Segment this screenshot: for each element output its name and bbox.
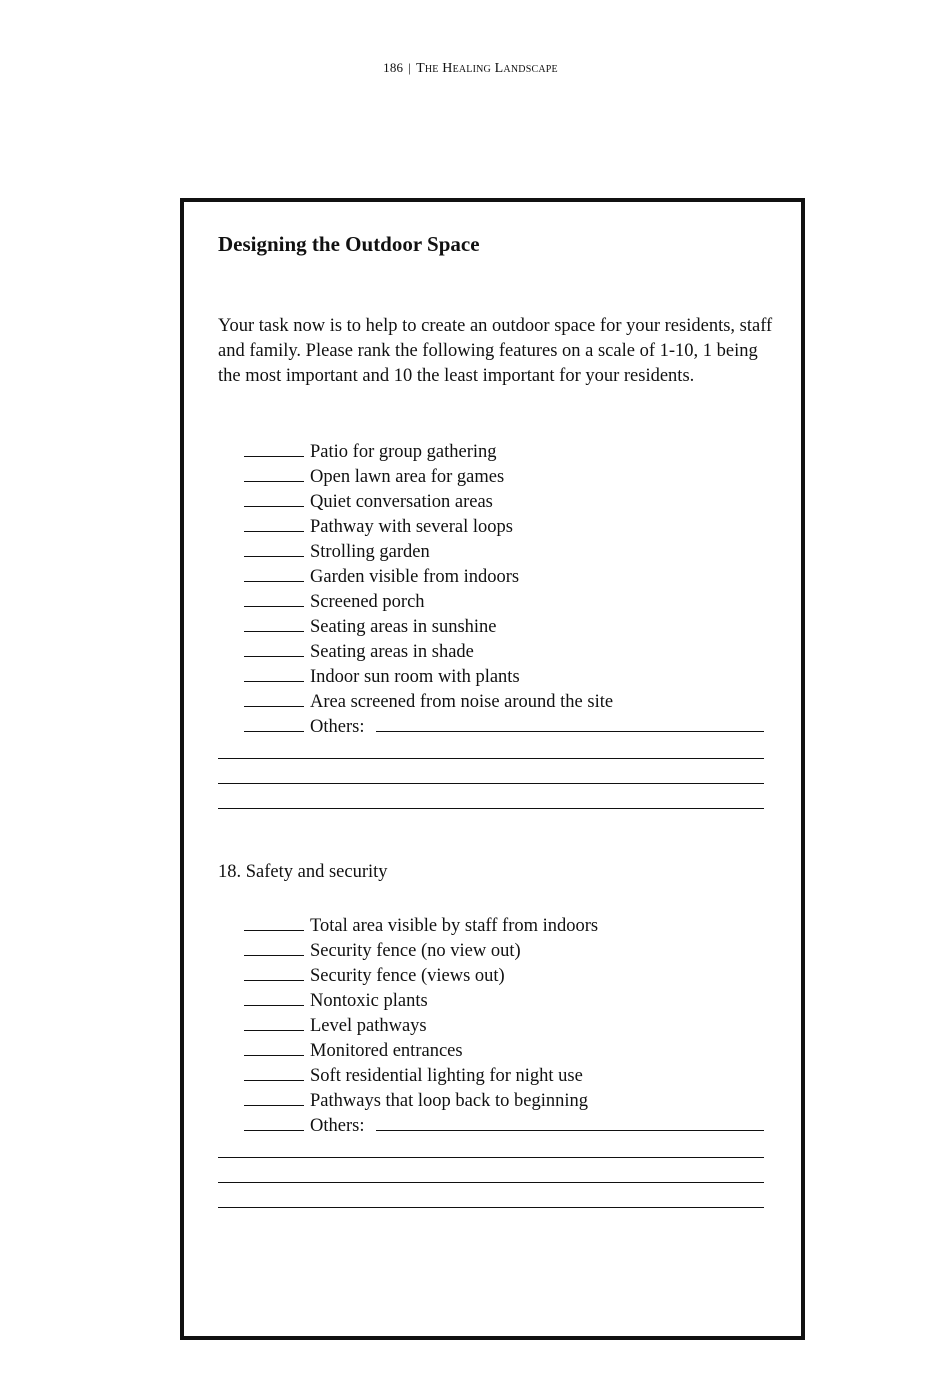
others-write-line[interactable] [376, 714, 764, 732]
safety-label: Monitored entrances [310, 1041, 463, 1061]
write-in-line[interactable] [218, 758, 764, 759]
safety-label: Total area visible by staff from indoors [310, 916, 599, 936]
rank-blank[interactable] [244, 1063, 304, 1081]
others-write-line[interactable] [376, 1113, 764, 1131]
feature-label: Screened porch [310, 592, 425, 612]
feature-label: Quiet conversation areas [310, 492, 493, 512]
feature-label: Indoor sun room with plants [310, 667, 520, 687]
worksheet-intro: Your task now is to help to create an outdoor space for your residents, staff and family. Please rank the following features on a scale of 1-10, 1 being the most important and 10 the least important for your residents. [218, 316, 773, 386]
running-head [0, 60, 941, 77]
list-item [244, 564, 764, 589]
list-item [244, 489, 764, 514]
feature-label: Area screened from noise around the site [310, 692, 614, 712]
feature-label: Patio for group gathering [310, 442, 497, 462]
rank-blank[interactable] [244, 489, 304, 507]
rank-blank[interactable] [244, 664, 304, 682]
rank-blank[interactable] [244, 589, 304, 607]
list-item [244, 1013, 764, 1038]
feature-list [244, 439, 764, 739]
write-in-line[interactable] [218, 1157, 764, 1158]
rank-blank[interactable] [244, 1013, 304, 1031]
rank-blank[interactable] [244, 714, 304, 732]
book-title: The Healing Landscape [416, 61, 558, 76]
list-item-others [244, 714, 764, 739]
list-item [244, 464, 764, 489]
list-item [244, 988, 764, 1013]
list-item [244, 1063, 764, 1088]
worksheet-heading: Designing the Outdoor Space [218, 232, 480, 256]
rank-blank[interactable] [244, 639, 304, 657]
list-item [244, 539, 764, 564]
rank-blank[interactable] [244, 539, 304, 557]
others-label: Others: [310, 717, 365, 737]
rank-blank[interactable] [244, 439, 304, 457]
worksheet-box [180, 198, 805, 1340]
safety-label: Nontoxic plants [310, 991, 428, 1011]
write-in-line[interactable] [218, 808, 764, 809]
feature-label: Open lawn area for games [310, 467, 505, 487]
rank-blank[interactable] [244, 564, 304, 582]
feature-label: Seating areas in shade [310, 642, 474, 662]
list-item [244, 589, 764, 614]
list-item [244, 1038, 764, 1063]
safety-label: Security fence (views out) [310, 966, 505, 986]
list-item-others [244, 1113, 764, 1138]
list-item [244, 514, 764, 539]
write-in-line[interactable] [218, 1182, 764, 1183]
feature-label: Pathway with several loops [310, 517, 513, 537]
rank-blank[interactable] [244, 988, 304, 1006]
rank-blank[interactable] [244, 614, 304, 632]
feature-label: Seating areas in sunshine [310, 617, 497, 637]
safety-label: Soft residential lighting for night use [310, 1066, 583, 1086]
rank-blank[interactable] [244, 938, 304, 956]
others-label: Others: [310, 1116, 365, 1136]
rank-blank[interactable] [244, 464, 304, 482]
list-item [244, 963, 764, 988]
section-title: 18. Safety and security [218, 862, 388, 882]
list-item [244, 639, 764, 664]
list-item [244, 439, 764, 464]
safety-label: Security fence (no view out) [310, 941, 521, 961]
safety-label: Pathways that loop back to beginning [310, 1091, 588, 1111]
page-number: 186 [383, 60, 404, 75]
feature-label: Garden visible from indoors [310, 567, 520, 587]
rank-blank[interactable] [244, 1113, 304, 1131]
running-head-separator: | [408, 60, 412, 75]
safety-list [244, 913, 764, 1138]
list-item [244, 913, 764, 938]
list-item [244, 614, 764, 639]
list-item [244, 938, 764, 963]
write-in-line[interactable] [218, 783, 764, 784]
rank-blank[interactable] [244, 689, 304, 707]
write-in-line[interactable] [218, 1207, 764, 1208]
list-item [244, 664, 764, 689]
rank-blank[interactable] [244, 913, 304, 931]
rank-blank[interactable] [244, 514, 304, 532]
safety-label: Level pathways [310, 1016, 427, 1036]
rank-blank[interactable] [244, 1038, 304, 1056]
rank-blank[interactable] [244, 1088, 304, 1106]
feature-label: Strolling garden [310, 542, 430, 562]
list-item [244, 1088, 764, 1113]
rank-blank[interactable] [244, 963, 304, 981]
list-item [244, 689, 764, 714]
